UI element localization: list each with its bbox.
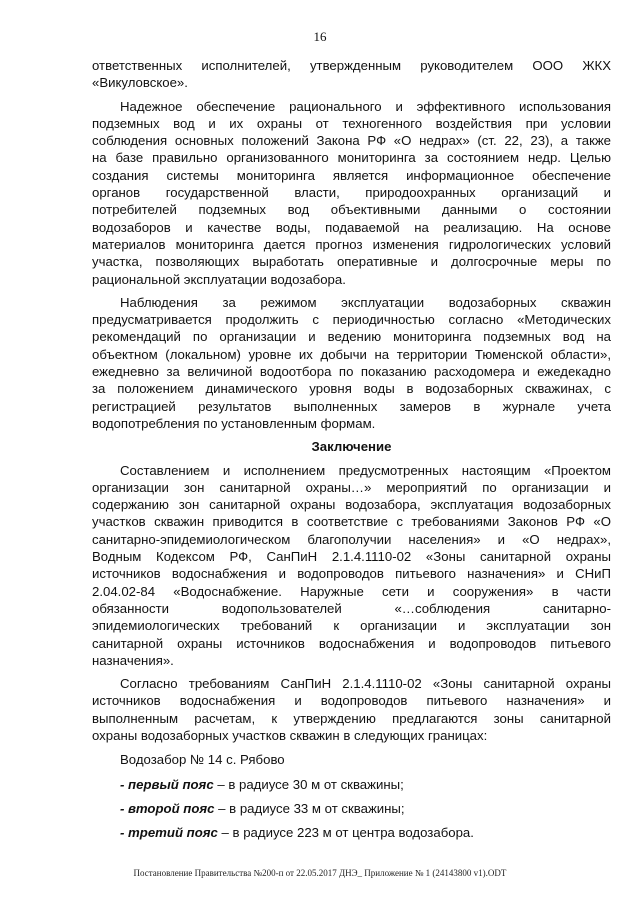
zone-item bbox=[92, 824, 611, 841]
section-heading: Заключение bbox=[311, 439, 392, 455]
zone-name: - первый пояс bbox=[120, 776, 214, 792]
paragraph-observations bbox=[92, 294, 611, 432]
text-line: Составлением и исполнением предусмотренных настоящим «Проектом bbox=[120, 462, 611, 478]
text-line: за положением динамического уровня воды в водозаборных скважинах, с bbox=[92, 381, 611, 397]
text-line: охраны водозаборных участков скважин в следующих границах: bbox=[92, 727, 488, 743]
text-line: Наблюдения за режимом эксплуатации водозаборных скважин bbox=[120, 294, 611, 310]
text-line: участков скважин приводится в соответствие с требованиями Законов РФ «О bbox=[92, 514, 611, 530]
zone-description: – в радиусе 30 м от скважины; bbox=[213, 776, 404, 792]
text-line: предусматривается продолжить с периодичностью согласно «Методических bbox=[92, 312, 611, 328]
zone-description: – в радиусе 33 м от скважины; bbox=[214, 800, 405, 816]
document-footer: Постановление Правительства №200-п от 22.05.2017 ДНЭ_ Приложение № 1 (24143800 v1).ODT bbox=[133, 868, 507, 878]
zone-item bbox=[92, 776, 611, 793]
text-line: обязанности водопользователей «…соблюдения санитарно- bbox=[92, 600, 611, 616]
text-line: организации зон санитарной охраны…» мероприятий по организации и bbox=[92, 479, 611, 495]
text-line: объектном (локальном) уровне их добычи на территории Тюменской области», bbox=[92, 346, 611, 362]
text-line: водопотребления по установленным формам. bbox=[92, 415, 376, 431]
text-line: содержанию зон санитарной охраны водозабора, эксплуатация водозаборных bbox=[92, 497, 611, 513]
zone-name: - второй пояс bbox=[120, 800, 215, 816]
page-number: 16 bbox=[313, 29, 327, 44]
text-line: ежедневно за величиной водоотбора по показанию расходомера и ежедекадно bbox=[92, 364, 611, 380]
text-line: Водным Кодексом РФ, СанПиН 2.1.4.1110-02 «Зоны санитарной охраны bbox=[92, 549, 611, 565]
text-line: подземных вод и их охраны от техногенного воздействия при условии bbox=[92, 115, 611, 131]
text-line: назначения». bbox=[92, 652, 174, 668]
paragraph-continuation bbox=[92, 57, 611, 92]
text-line: источников водоснабжения и водопроводов питьевого назначения» и bbox=[92, 693, 611, 709]
text-line: Согласно требованиям СанПиН 2.1.4.1110-02 «Зоны санитарной охраны bbox=[120, 676, 611, 692]
text-line: создания системы мониторинга является информационное обеспечение bbox=[92, 167, 611, 183]
paragraph-monitoring-goals bbox=[92, 98, 611, 288]
text-line: выполненным расчетам, к утверждению предлагаются зоны санитарной bbox=[92, 710, 611, 726]
text-line: 2.04.02-84 «Водоснабжение. Наружные сети и сооружения» в части bbox=[92, 583, 611, 599]
document-body bbox=[92, 57, 611, 841]
text-line: эпидемиологических требований к организации и эксплуатации зон bbox=[92, 618, 611, 634]
text-line: «Викуловское». bbox=[92, 75, 188, 91]
text-line: санитарно-эпидемиологическом благополучии населения» и «О недрах», bbox=[92, 531, 611, 547]
text-line: санитарной охраны источников водоснабжения и водопроводов питьевого bbox=[92, 635, 611, 651]
paragraph-requirements bbox=[92, 675, 611, 744]
text-line: органов государственной власти, природоохранных организаций и bbox=[92, 185, 611, 201]
water-intake-site: Водозабор № 14 с. Рябово bbox=[120, 752, 285, 768]
zone-item bbox=[92, 800, 611, 817]
text-line: рекомендаций по организации и ведению мониторинга подземных вод на bbox=[92, 329, 611, 345]
zone-name: - третий пояс bbox=[120, 825, 218, 841]
text-line: на базе правильно организованного мониторинга за состоянием недр. Целью bbox=[92, 150, 611, 166]
text-line: Надежное обеспечение рационального и эффективного использования bbox=[120, 98, 611, 114]
text-line: ответственных исполнителей, утвержденным руководителем ООО ЖКХ bbox=[92, 58, 611, 73]
text-line: участка, позволяющих выработать оперативные и долгосрочные меры по bbox=[92, 254, 611, 270]
text-line: регистрацией результатов выполненных замеров в журнале учета bbox=[92, 398, 611, 414]
text-line: рациональной эксплуатации водозабора. bbox=[92, 271, 346, 287]
paragraph-conclusion bbox=[92, 462, 611, 670]
text-line: материалов мониторинга дается прогноз изменения гидрологических условий bbox=[92, 236, 611, 252]
zone-description: – в радиусе 223 м от центра водозабора. bbox=[217, 825, 474, 841]
text-line: источников водоснабжения и водопроводов питьевого назначения» и СНиП bbox=[92, 566, 611, 582]
text-line: соблюдения основных положений Закона РФ «О недрах» (ст. 22, 23), а также bbox=[92, 133, 611, 149]
text-line: водозаборов и качестве воды, подаваемой на реализацию. На основе bbox=[92, 219, 611, 235]
text-line: потребителей подземных вод объективными данными о состоянии bbox=[92, 202, 611, 218]
